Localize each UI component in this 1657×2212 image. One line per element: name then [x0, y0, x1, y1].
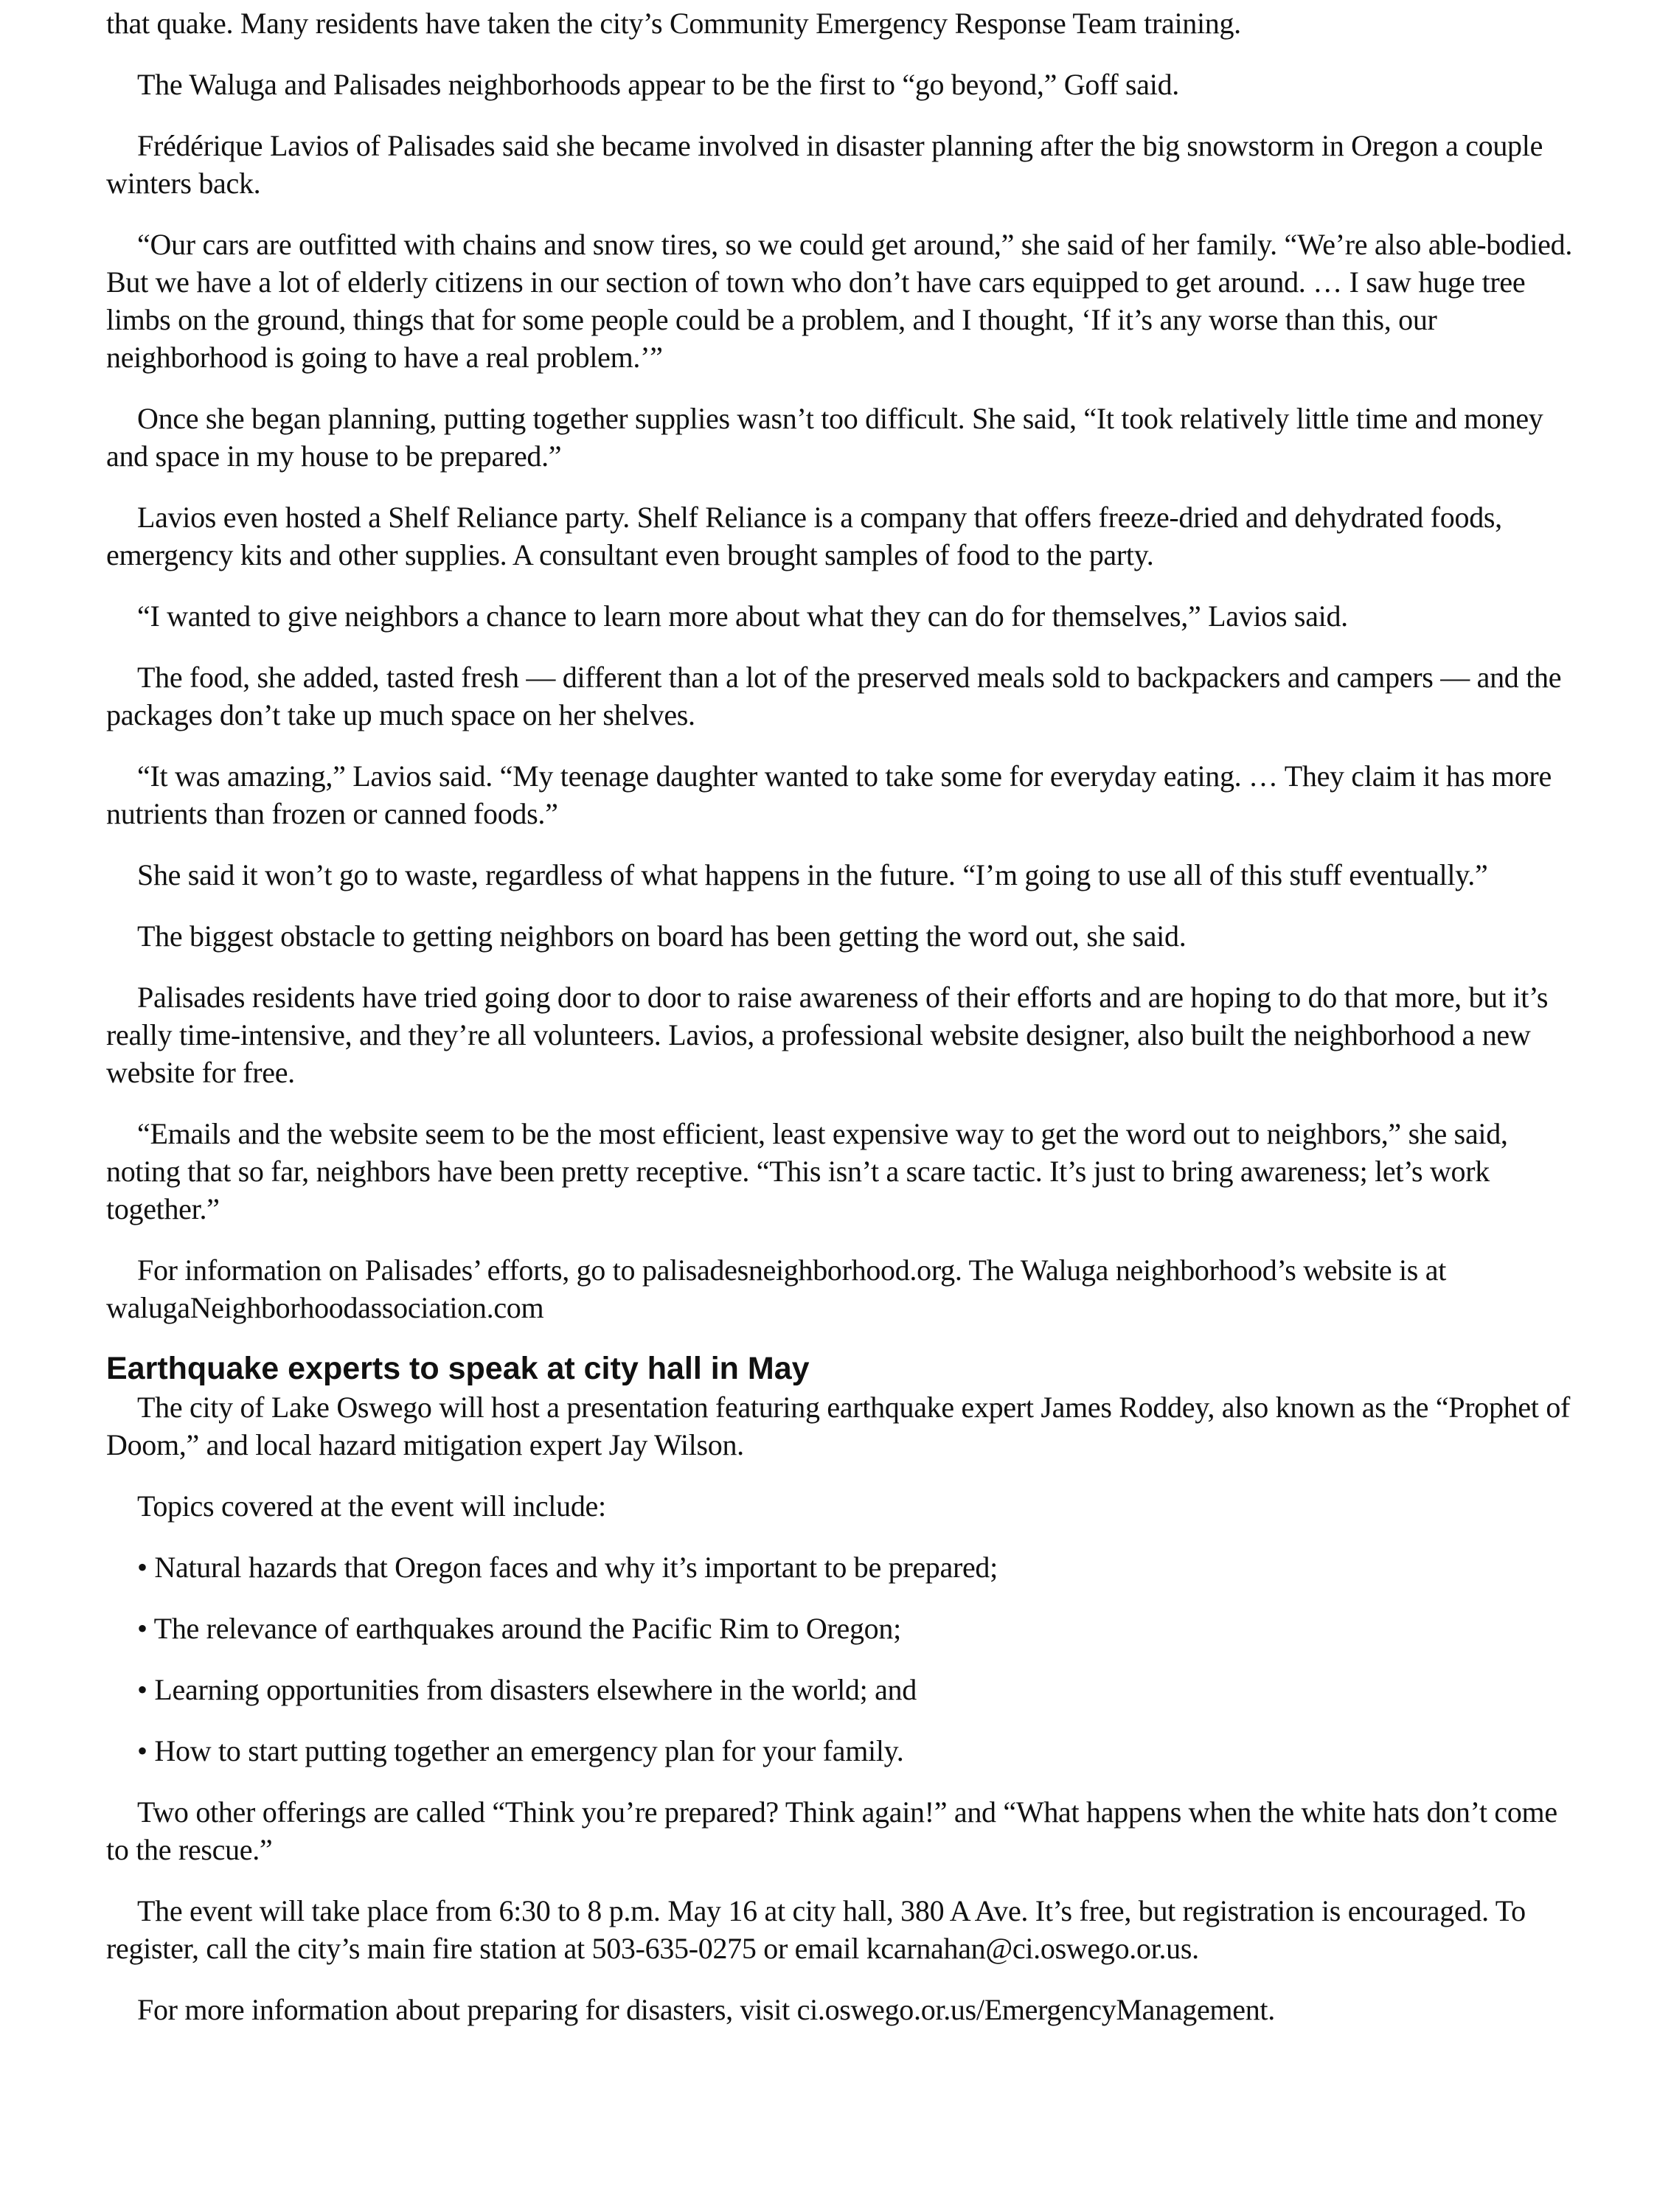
- article-paragraph: She said it won’t go to waste, regardless of what happens in the future. “I’m going to use all of this stuff eventually.”: [137, 858, 1488, 891]
- article-paragraph: “It was amazing,” Lavios said. “My teenage daughter wanted to take some for everyday eating. … They claim it has more nutrients than frozen or canned foods.”: [106, 759, 1552, 830]
- sidebar-heading: Earthquake experts to speak at city hall in May: [106, 1351, 810, 1386]
- bullet-item: • The relevance of earthquakes around the Pacific Rim to Oregon;: [137, 1612, 901, 1645]
- article-paragraph: Lavios even hosted a Shelf Reliance party. Shelf Reliance is a company that offers freeze-dried and dehydrated foods, emergency kits and other supplies. A consultant even brought samples of food to the party.: [106, 501, 1502, 571]
- article-paragraph: that quake. Many residents have taken the city’s Community Emergency Response Team training.: [106, 7, 1241, 40]
- sidebar-paragraph: The event will take place from 6:30 to 8 p.m. May 16 at city hall, 380 A Ave. It’s free, but registration is encouraged. To register, call the city’s main fire station at 503-635-0275 or email kcarnahan@ci.oswego.or.us.: [106, 1894, 1526, 1965]
- article-paragraph: “Our cars are outfitted with chains and snow tires, so we could get around,” she said of her family. “We’re also able-bodied. But we have a lot of elderly citizens in our section of town who don’t have cars equipped to get around. … I saw huge tree limbs on the ground, things that for some people could be a problem, and I thought, ‘If it’s any worse than this, our neighborhood is going to have a real problem.’”: [106, 228, 1573, 374]
- sidebar-paragraph: For more information about preparing for disasters, visit ci.oswego.or.us/EmergencyManagement.: [137, 1993, 1275, 2026]
- bullet-item: • Natural hazards that Oregon faces and why it’s important to be prepared;: [137, 1551, 998, 1584]
- article-paragraph: Frédérique Lavios of Palisades said she became involved in disaster planning after the big snowstorm in Oregon a couple winters back.: [106, 129, 1543, 200]
- sidebar-paragraph: Two other offerings are called “Think you’re prepared? Think again!” and “What happens when the white hats don’t come to the rescue.”: [106, 1795, 1557, 1866]
- article-paragraph: The food, she added, tasted fresh — different than a lot of the preserved meals sold to backpackers and campers — and the packages don’t take up much space on her shelves.: [106, 661, 1562, 731]
- article-paragraph: “I wanted to give neighbors a chance to learn more about what they can do for themselves,” Lavios said.: [137, 599, 1348, 633]
- article-paragraph: The biggest obstacle to getting neighbors on board has been getting the word out, she said.: [137, 919, 1187, 953]
- sidebar-paragraph: The city of Lake Oswego will host a presentation featuring earthquake expert James Roddey, also known as the “Prophet of Doom,” and local hazard mitigation expert Jay Wilson.: [106, 1391, 1571, 1461]
- article-paragraph: Once she began planning, putting together supplies wasn’t too difficult. She said, “It took relatively little time and money and space in my house to be prepared.”: [106, 402, 1543, 473]
- article-paragraph: For information on Palisades’ efforts, go to palisadesneighborhood.org. The Waluga neighborhood’s website is at walugaNeighborhoodassociation.com: [106, 1253, 1447, 1324]
- article-paragraph: Palisades residents have tried going door to door to raise awareness of their efforts and are hoping to do that more, but it’s really time-intensive, and they’re all volunteers. Lavios, a professional website designer, also built the neighborhood a new website for free.: [106, 981, 1549, 1089]
- article-page: [106, 4, 1574, 2052]
- article-paragraph: “Emails and the website seem to be the most efficient, least expensive way to get the word out to neighbors,” she said, noting that so far, neighbors have been pretty receptive. “This isn’t a scare tactic. It’s just to bring awareness; let’s work together.”: [106, 1117, 1508, 1225]
- article-paragraph: The Waluga and Palisades neighborhoods appear to be the first to “go beyond,” Goff said.: [137, 68, 1179, 101]
- sidebar-paragraph: Topics covered at the event will include:: [137, 1489, 606, 1523]
- bullet-item: • Learning opportunities from disasters elsewhere in the world; and: [137, 1673, 917, 1706]
- bullet-item: • How to start putting together an emergency plan for your family.: [137, 1734, 904, 1767]
